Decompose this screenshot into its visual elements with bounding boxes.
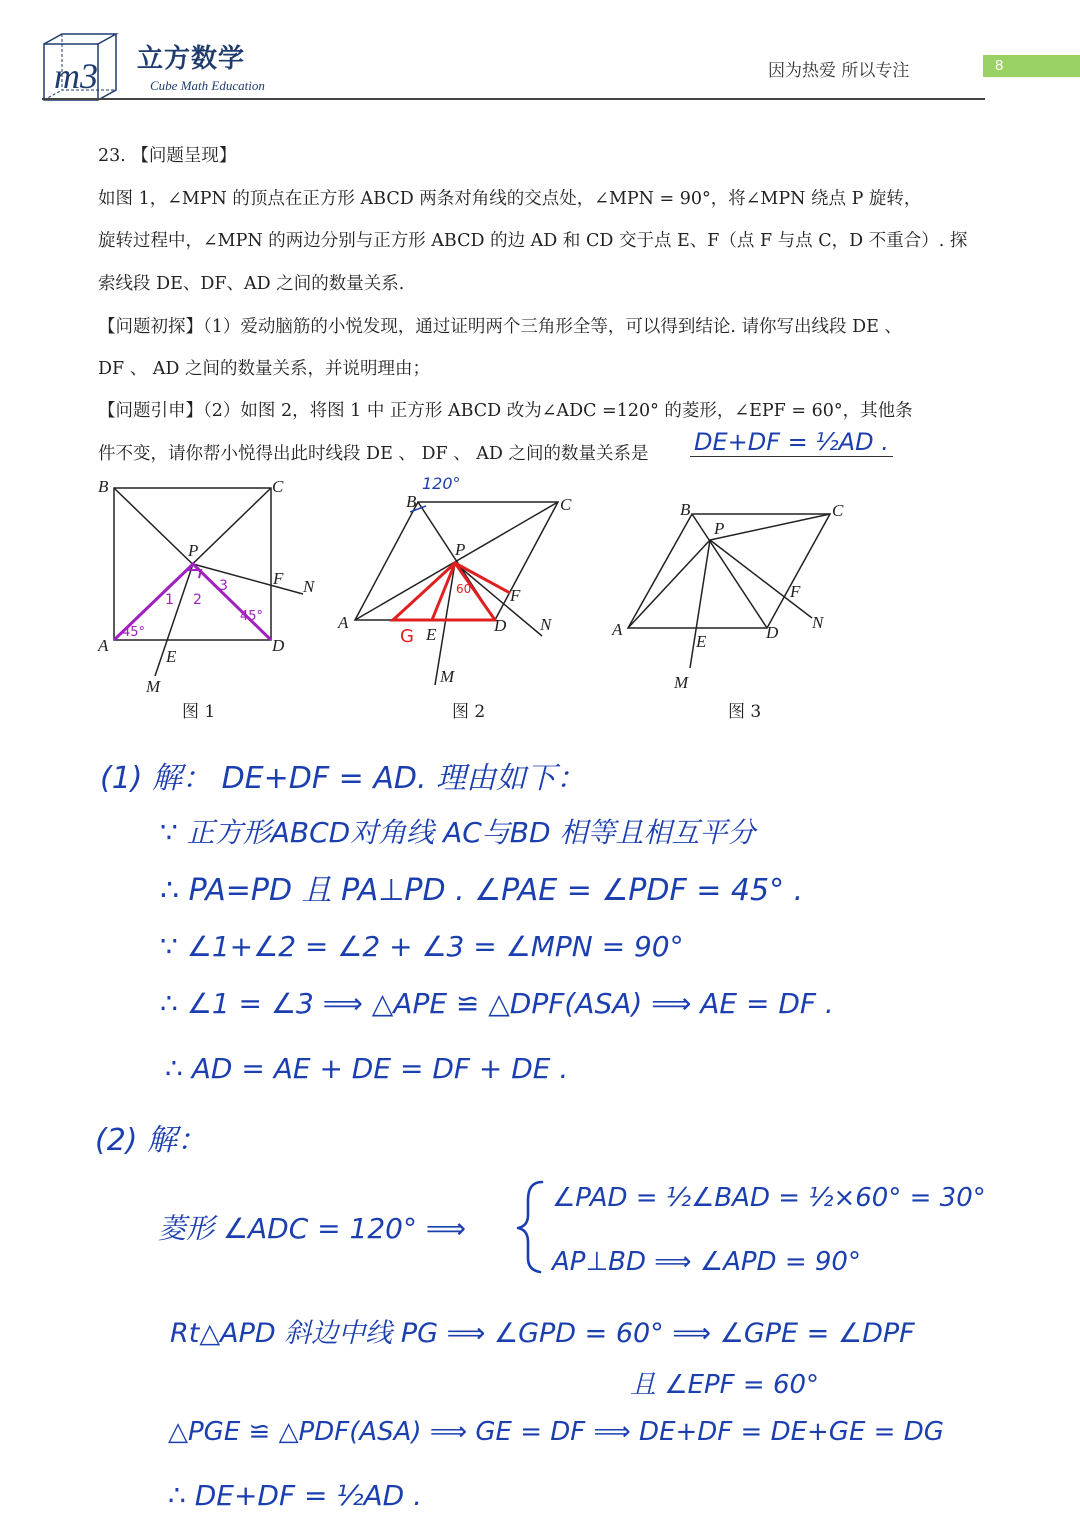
svg-text:F: F bbox=[510, 586, 521, 605]
svg-text:D: D bbox=[766, 623, 779, 642]
problem-line: 索线段 DE、DF、AD 之间的数量关系. bbox=[98, 274, 405, 294]
angle-3-mark: 3 bbox=[219, 578, 228, 594]
handwritten-answer: DE+DF = ½AD . bbox=[690, 428, 893, 457]
problem-line: 【问题引申】（2）如图 2，将图 1 中 正方形 ABCD 改为∠ADC =120° 的菱形，∠EPF = 60°，其他条 bbox=[98, 401, 913, 421]
logo-letters: m3 bbox=[54, 56, 98, 96]
solution-line: ∴ DE+DF = ½AD . bbox=[168, 1479, 423, 1512]
problem-line: 件不变，请你帮小悦得出此时线段 DE 、 DF 、 AD 之间的数量关系是 bbox=[98, 444, 649, 464]
solution-line: ∵ 正方形ABCD对角线 AC与BD 相等且相互平分 bbox=[160, 816, 756, 849]
svg-text:C: C bbox=[832, 501, 844, 520]
svg-text:A: A bbox=[338, 613, 349, 632]
svg-text:F: F bbox=[790, 582, 801, 601]
page-header bbox=[0, 0, 1080, 105]
page-number: 8 bbox=[983, 55, 1080, 77]
svg-text:N: N bbox=[303, 577, 315, 596]
svg-text:B: B bbox=[98, 477, 109, 496]
brand-name: 立方数学 bbox=[137, 44, 246, 74]
cube-logo bbox=[40, 32, 120, 104]
solution-line: 且 ∠EPF = 60° bbox=[630, 1370, 820, 1400]
svg-text:M: M bbox=[146, 677, 161, 696]
solution-line: ∠PAD = ½∠BAD = ½×60° = 30° bbox=[552, 1183, 986, 1213]
svg-text:E: E bbox=[426, 625, 437, 644]
svg-text:A: A bbox=[98, 636, 109, 655]
angle-45-mark: 45° bbox=[240, 609, 264, 624]
svg-text:B: B bbox=[406, 492, 417, 511]
svg-text:M: M bbox=[440, 667, 455, 686]
solution-line: △PGE ≌ △PDF(ASA) ⟹ GE = DF ⟹ DE+DF = DE+GE = DG bbox=[168, 1417, 944, 1447]
problem-line: 旋转过程中，∠MPN 的两边分别与正方形 ABCD 的边 AD 和 CD 交于点 E、F（点 F 与点 C，D 不重合）. 探 bbox=[98, 231, 968, 251]
solution-line: AP⊥BD ⟹ ∠APD = 90° bbox=[552, 1247, 861, 1277]
solution-line: (1) 解： DE+DF = AD. 理由如下： bbox=[100, 761, 587, 796]
problem-title: 23. 【问题呈现】 bbox=[98, 146, 237, 166]
solution-line: ∴ PA=PD 且 PA⊥PD . ∠PAE = ∠PDF = 45° . bbox=[160, 873, 804, 908]
solution-line: 菱形 ∠ADC = 120° ⟹ bbox=[158, 1212, 467, 1245]
svg-text:P: P bbox=[455, 540, 466, 559]
svg-text:E: E bbox=[696, 632, 707, 651]
angle-2-mark: 2 bbox=[193, 592, 202, 608]
point-g-mark: G bbox=[400, 626, 414, 647]
svg-text:A: A bbox=[612, 620, 623, 639]
angle-120-mark: 120° bbox=[422, 474, 461, 493]
figure-1-caption: 图 1 bbox=[182, 702, 216, 722]
svg-text:C: C bbox=[560, 495, 572, 514]
svg-text:F: F bbox=[273, 569, 284, 588]
angle-45-mark: 45° bbox=[122, 625, 146, 640]
svg-text:D: D bbox=[272, 636, 285, 655]
brand-subtitle: Cube Math Education bbox=[150, 78, 265, 93]
svg-text:B: B bbox=[680, 500, 691, 519]
problem-line: 如图 1，∠MPN 的顶点在正方形 ABCD 两条对角线的交点处，∠MPN = 90°，将∠MPN 绕点 P 旋转， bbox=[98, 189, 922, 209]
slogan: 因为热爱 所以专注 bbox=[768, 61, 910, 81]
svg-text:E: E bbox=[166, 647, 177, 666]
solution-line: ∴ AD = AE + DE = DF + DE . bbox=[165, 1052, 569, 1085]
problem-line: 【问题初探】（1）爱动脑筋的小悦发现，通过证明两个三角形全等，可以得到结论. 请你写出线段 DE 、 bbox=[98, 317, 902, 337]
svg-text:P: P bbox=[188, 541, 199, 560]
angle-1-mark: 1 bbox=[165, 592, 174, 608]
figures bbox=[0, 470, 1080, 730]
solution-line: (2) 解： bbox=[95, 1123, 208, 1158]
solution-line: ∵ ∠1+∠2 = ∠2 + ∠3 = ∠MPN = 90° bbox=[160, 930, 684, 963]
svg-text:M: M bbox=[674, 673, 689, 692]
svg-text:P: P bbox=[714, 519, 725, 538]
figure-3-caption: 图 3 bbox=[728, 702, 762, 722]
svg-text:N: N bbox=[540, 615, 552, 634]
svg-text:C: C bbox=[272, 477, 284, 496]
angle-60-mark: 60 bbox=[456, 582, 472, 596]
header-rule bbox=[42, 98, 985, 100]
svg-text:N: N bbox=[812, 613, 824, 632]
solution-line: ∴ ∠1 = ∠3 ⟹ △APE ≌ △DPF(ASA) ⟹ AE = DF . bbox=[160, 987, 834, 1020]
problem-line: DF 、 AD 之间的数量关系，并说明理由； bbox=[98, 359, 431, 379]
solution-line: Rt△APD 斜边中线 PG ⟹ ∠GPD = 60° ⟹ ∠GPE = ∠DPF bbox=[170, 1318, 915, 1349]
figure-2-caption: 图 2 bbox=[452, 702, 486, 722]
handwritten-solution bbox=[0, 740, 1080, 1527]
svg-text:D: D bbox=[494, 616, 507, 635]
